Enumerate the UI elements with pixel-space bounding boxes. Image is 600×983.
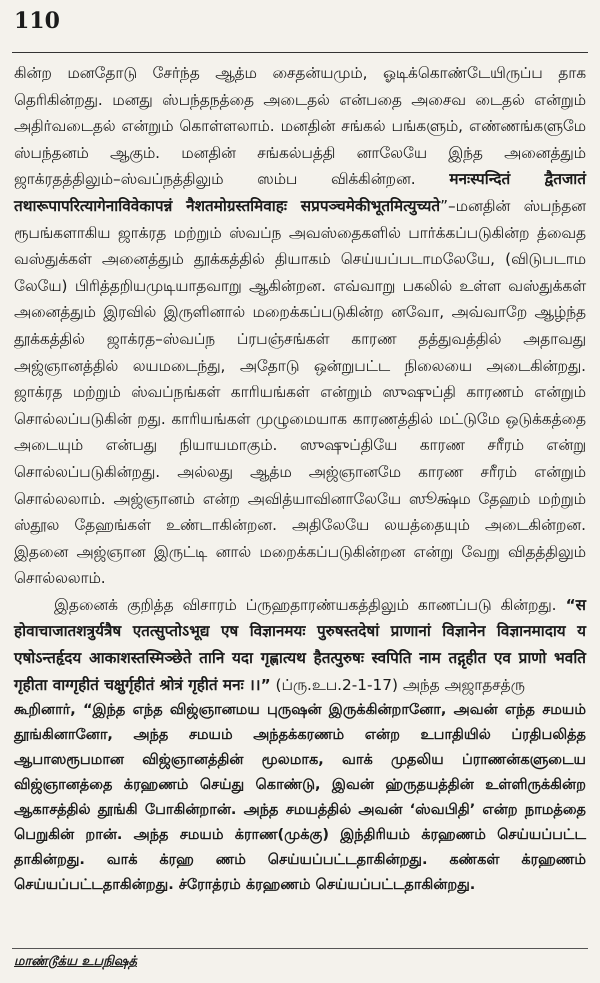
footer-book-title: மாண்டூக்ய உபநிஷத் (14, 954, 137, 969)
paragraph-2-citation: (ப்ரு.உப.2-1-17) அந்த அஜாதசத்ரு (270, 675, 525, 694)
paragraph-3: கூறினார், “இந்த எந்த விஜ்ஞானமய புருஷன் இருக்கின்றானோ, அவன் எந்த சமயம் தூங்கினானோ, அந்த சமயம் அந்தக்கரணம் என்ற உபாதியில் ப்ரதிபலித்த ஆபாஸரூபமான விஜ்ஞானத்தின் மூலமாக, வாக் முதலிய ப்ராணன்களுடைய விஜ்ஞானத்தை க்ரஹணம் செய்து கொண்டு, இவன் ஹ்ருதயத்தின் உள்ளிருக்கின்ற ஆகாசத்தில் தூங்கி போகின்றான். அந்த சமயத்தில் அவன் ‘ஸ்வபிதி’ என்ற நாமத்தை பெறுகின் றான். அந்த சமயம் க்ராண(முக்கு) இந்திரியம் க்ரஹணம் செய்யப்பட்ட தாகின்றது. வாக் க்ரஹ ணம் செய்யப்பட்டதாகின்றது. கண்கள் க்ரஹணம் செய்யப்பட்டதாகின்றது. ச்ரோத்ரம் க்ரஹணம் செய்யப்பட்டதாகின்றது. (14, 702, 586, 894)
sanskrit-quote-1: मनःस्पन्दितं द्वैतजातं तथारूपापरित्यागेनाविवेकापन्नं नैशतमोग्रस्तमिवाहः सप्रपञ्चमेकीभूतमित्युच्यते (14, 170, 586, 215)
paragraph-2 (14, 592, 586, 698)
page-number: 110 (14, 8, 60, 34)
paragraph-2-text-a: இதனைக் குறித்த விசாரம் ப்ருஹதாரண்யகத்திலும் காணப்படு கின்றது. (54, 595, 566, 614)
footer-rule (12, 948, 588, 949)
page-body (14, 60, 586, 898)
paragraph-1 (14, 60, 586, 592)
header-rule (12, 52, 588, 53)
paragraph-1-text-b: ”–மனதின் ஸ்பந்தன ரூபங்களாகிய ஜாக்ரத மற்றும் ஸ்வப்ந அவஸ்தைகளில் பார்க்கப்படுகின்ற த்வைத வஸ்துக்கள் அனைத்தும் தூக்கத்தில் தியாகம் செய்யப்படாமலேயே, (விடுபடாம லேயே) பிரித்தறியமுடியாதவாறு ஆகின்றன. எவ்வாறு பகலில் உள்ள வஸ்துக்கள் அனைத்தும் இரவில் இருளினால் மறைக்கப்படுகின்ற னவோ, அவ்வாறே ஆழ்ந்த தூக்கத்தில் ஜாக்ரத–ஸ்வப்ந ப்ரபஞ்சங்கள் காரண தத்துவத்தில் அதாவது அஜ்ஞானத்தில் லயமடைந்து, அதோடு ஒன்றுபட்ட நிலையை அடைகின்றது. ஜாக்ரத மற்றும் ஸ்வப்நங்கள் காரியங்கள் என்றும் ஸுஷுப்தி காரணம் என்றும் சொல்லப்படுகின் றது. காரியங்கள் முழுமையாக காரணத்தில் மட்டுமே ஒடுக்கத்தை அடையும் என்பது நியாயமாகும். ஸுஷுப்தியே காரண சரீரம் என்று சொல்லப்படுகின்றது. அல்லது ஆத்ம அஜ்ஞானமே காரண சரீரம் என்றும் சொல்லலாம். அஜ்ஞானம் என்ற அவித்யாவினாலேயே ஸூக்ஷ்ம தேஹம் மற்றும் ஸ்தூல தேஹங்கள் உண்டாகின்றன. அதிலேயே லயத்தையும் அடைகின்றன. இதனை அஜ்ஞான இருட்டி னால் மறைக்கப்படுகின்றன என்று வேறு விதத்திலும் சொல்லலாம். (14, 196, 586, 588)
paragraph-1-text-a: கின்ற மனதோடு சேர்ந்த ஆத்ம சைதன்யமும், ஓடிக்கொண்டேயிருப்ப தாக தெரிகின்றது. மனது ஸ்பந்தநத்தை அடைதல் என்பதை அசைவ டைதல் என்றும் அதிர்வடைதல் என்றும் கொள்ளலாம். மனதின் சங்கல் பங்களும், எண்ணங்களுமே ஸ்பந்தனம் ஆகும். மனதின் சங்கல்பத்தி னாலேயே இந்த அனைத்தும் ஜாக்ரதத்திலும்–ஸ்வப்நத்திலும் ஸம்ப விக்கின்றன. (14, 64, 586, 189)
sanskrit-quote-2: “स होवाचाजातशत्रुर्यत्रैष एतत्सुप्तोऽभूद्य एष विज्ञानमयः पुरुषस्तदेषां प्राणानां विज्ञानेन विज्ञानमादाय य एषोऽन्तर्हृदय आकाशस्तस्मिञ्छेते तानि यदा गृह्णात्यथ हैतत्पुरुषः स्वपिति नाम तद्गृहीत एव प्राणो भवति गृहीता वाग्गृहीतं चक्षुर्गृहीतं श्रोत्रं गृहीतं मनः ।।” (14, 595, 586, 694)
